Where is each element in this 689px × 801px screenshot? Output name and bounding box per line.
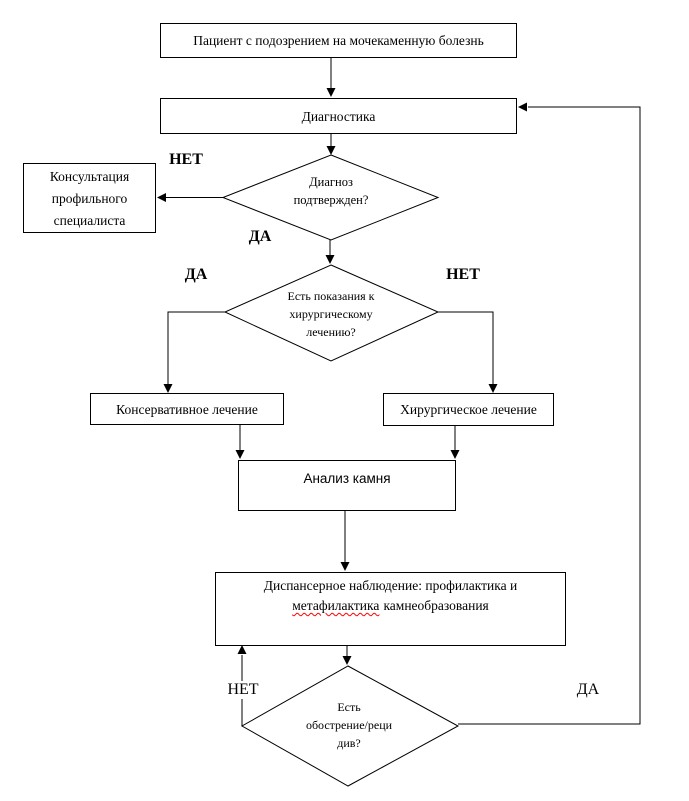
misspelled-word: метафилактика bbox=[292, 598, 380, 613]
arrow-surgery-no-to-surgical bbox=[438, 312, 498, 393]
node-patient bbox=[160, 23, 517, 58]
branch-label-surgery-no: НЕТ bbox=[446, 266, 480, 283]
decision-relapse-label: Есть обострение/реци див? bbox=[305, 700, 393, 750]
node-surgical-treatment bbox=[383, 393, 554, 426]
node-consultation bbox=[23, 163, 156, 233]
node-conservative-treatment bbox=[90, 393, 284, 425]
node-stone-analysis-label: Анализ камня bbox=[303, 471, 391, 486]
node-dispensary-label: Диспансерное наблюдение: профилактика и метафилактика камнеобразования bbox=[263, 578, 518, 613]
arrow-diagnosis-yes-to-surgery-decision bbox=[326, 240, 335, 264]
node-consultation-label: Консультация профильного специалиста bbox=[49, 169, 130, 228]
arrow-conservative-to-stone-analysis bbox=[236, 424, 245, 459]
node-surgical-label: Хирургическое лечение bbox=[400, 402, 537, 417]
arrow-dispensary-to-relapse-decision bbox=[343, 645, 352, 665]
branch-label-surgery-yes: ДА bbox=[184, 266, 208, 283]
branch-label-relapse-yes: ДА bbox=[576, 681, 600, 698]
branch-label-diagnosis-yes: ДА bbox=[248, 228, 272, 245]
arrow-stone-analysis-to-dispensary bbox=[341, 510, 350, 571]
branch-label-relapse-no: НЕТ bbox=[221, 681, 265, 699]
node-diagnostics-label: Диагностика bbox=[301, 108, 376, 124]
node-conservative-label: Консервативное лечение bbox=[116, 401, 258, 417]
node-diagnostics bbox=[160, 98, 517, 134]
arrow-diagnosis-no-to-consultation bbox=[157, 193, 223, 202]
node-stone-analysis bbox=[238, 460, 456, 511]
arrow-diagnostics-to-diagnosis-decision bbox=[327, 133, 336, 155]
node-patient-label: Пациент с подозрением на мочекаменную болезнь bbox=[193, 33, 484, 48]
branch-label-diagnosis-no: НЕТ bbox=[169, 151, 203, 168]
arrow-patient-to-diagnostics bbox=[327, 57, 336, 97]
decision-diagnosis-confirmed-label: Диагноз подтвержден? bbox=[293, 175, 369, 207]
arrow-surgery-yes-to-conservative bbox=[164, 312, 226, 393]
node-dispensary-observation bbox=[215, 572, 566, 646]
arrow-surgical-to-stone-analysis bbox=[451, 425, 460, 459]
decision-surgery-indication-label: Есть показания к хирургическому лечению? bbox=[287, 289, 375, 339]
